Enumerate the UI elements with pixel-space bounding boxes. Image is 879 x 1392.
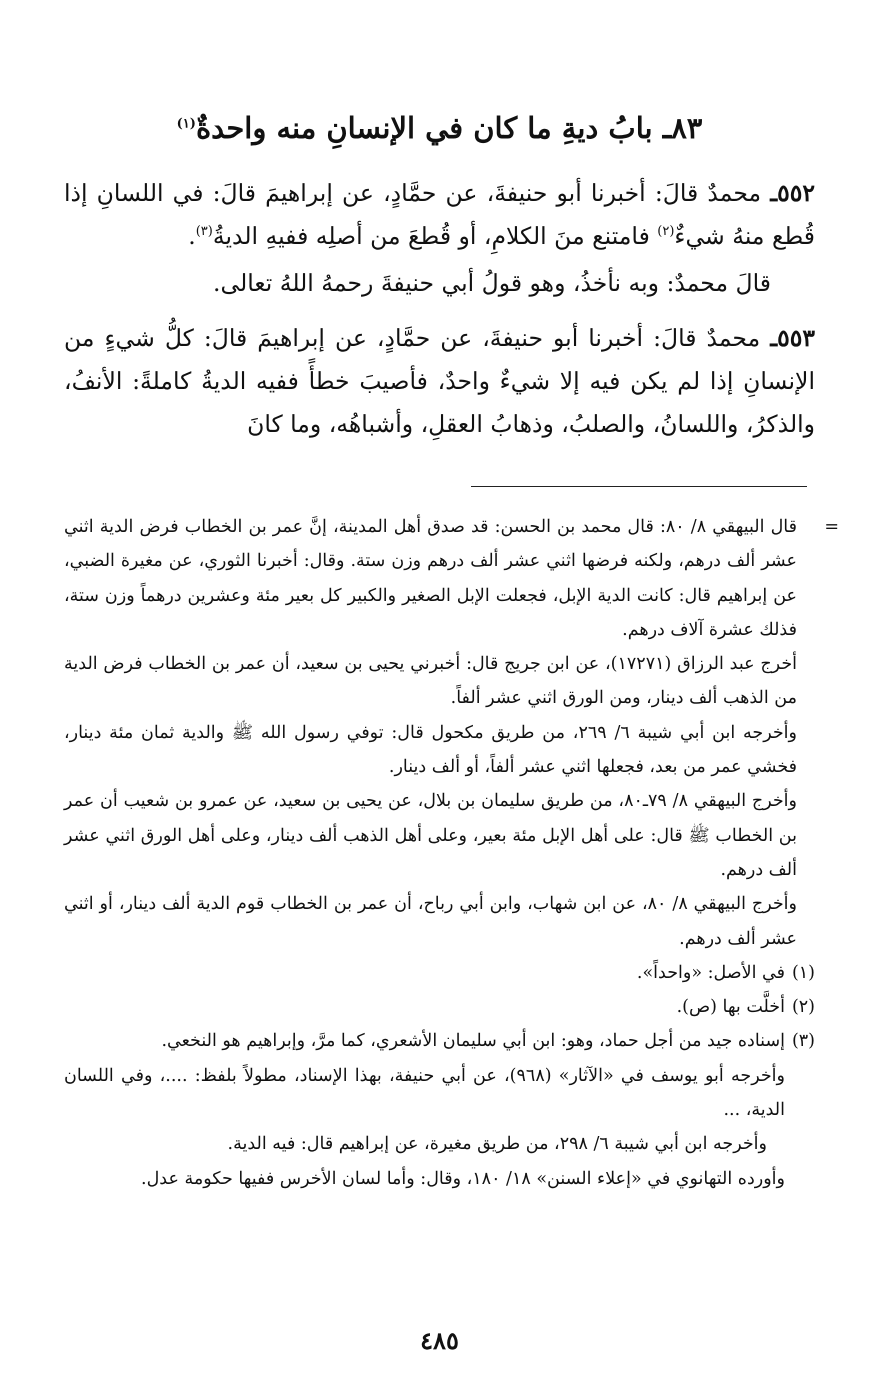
- footnote-3-text: إسناده جيد من أجل حماد، وهو: ابن أبي سليمان الأشعري، كما مرَّ، وإبراهيم هو النخعي.: [161, 1031, 785, 1052]
- footnote-2-text: أخلَّت بها (ص).: [676, 997, 785, 1018]
- hadith-553-number: ٥٥٣ـ: [770, 324, 815, 352]
- footnote-1-number: (١): [791, 962, 815, 983]
- main-text: [64, 172, 815, 446]
- footnote-continuation-5: وأخرج البيهقي ٨/ ٨٠، عن ابن شهاب، وابن أبي رباح، أن عمر بن الخطاب قوم الدية ألف دينار، أو اثني عشر ألف درهم.: [64, 894, 797, 949]
- footnote-3: [64, 1024, 815, 1058]
- continuation-mark: =: [824, 517, 839, 537]
- qala-muhammad: قالَ محمدٌ: وبه نأخذُ، وهو قولُ أبي حنيفةَ رحمهُ اللهُ تعالى.: [213, 269, 771, 297]
- footnote-continuation-3: وأخرجه ابن أبي شيبة ٦/ ٢٦٩، من طريق مكحول قال: توفي رسول الله ﷺ والدية ثمان مئة دينار، فخشي عمر من بعد، فجعلها اثني عشر ألفاً، أو ألف دينار.: [64, 722, 797, 778]
- hadith-552-text-b: فامتنع منَ الكلامِ، أو قُطعَ من أصلِه ففيهِ الديةُ: [212, 222, 658, 250]
- footnote-separator: [471, 486, 807, 487]
- chapter-title: [40, 108, 839, 148]
- hadith-552: [64, 172, 815, 258]
- hadith-553: [64, 317, 815, 446]
- footnote-2-number: (٢): [791, 997, 815, 1018]
- hadith-552-ref-b: (٣): [195, 224, 213, 240]
- hadith-553-text: محمدٌ قالَ: أخبرنا أبو حنيفةَ، عن حمَّادٍ، عن إبراهيمَ قالَ: كلُّ شيءٍ من الإنسانِ إذا لم يكن فيه إلا شيءٌ واحدٌ، فأصيبَ خطأً ففيه الديةُ كاملةً: الأنفُ، والذكرُ، واللسانُ، والصلبُ، وذهابُ العقلِ، وأشباهُه، وما كانَ: [64, 324, 815, 438]
- footnote-continuation-1: [64, 510, 839, 647]
- hadith-552-number: ٥٥٢ـ: [770, 179, 815, 207]
- chapter-title-text: ٨٣ـ بابُ ديةِ ما كان في الإنسانِ منه واحدةٌ: [195, 111, 703, 145]
- footnote-continuation-1-text: قال البيهقي ٨/ ٨٠: قال محمد بن الحسن: قد صدق أهل المدينة، إنَّ عمر بن الخطاب فرض الدية اثني عشر ألف درهم، ولكنه فرضها اثني عشر ألف درهم وزن ستة. وقال: أخبرنا الثوري، عن مغيرة الضبي، عن إبراهيم قال: كانت الدية الإبل، فجعلت الإبل الصغير والكبير كل بعير مئة وعشرين درهماً وزن ستة، فذلك عشرة آلاف درهم.: [64, 517, 797, 640]
- page-number: ٤٨٥: [420, 1326, 459, 1355]
- footnote-3-number: (٣): [791, 1031, 815, 1052]
- footnote-continuation-2: أخرج عبد الرزاق (١٧٢٧١)، عن ابن جريج قال: أخبرني يحيى بن سعيد، أن عمر بن الخطاب فرض الدية من الذهب ألف دينار، ومن الورق اثني عشر ألفاً.: [64, 654, 797, 709]
- footnote-3-abu-yusuf: وأخرجه أبو يوسف في «الآثار» (٩٦٨)، عن أبي حنيفة، بهذا الإسناد، مطولاً بلفظ: ....، وفي اللسان الدية، ...: [64, 1065, 785, 1121]
- chapter-note-ref: (١): [176, 116, 196, 132]
- hadith-552-ref-a: (٢): [657, 224, 675, 240]
- footnote-continuation-4: وأخرج البيهقي ٨/ ٧٩ـ٨٠، من طريق سليمان بن بلال، عن يحيى بن سعيد، عن عمرو بن شعيب أن عمر بن الخطاب ﷺ قال: على أهل الإبل مئة بعير، وعلى أهل الذهب ألف دينار، وعلى أهل الورق اثني عشر ألف درهم.: [64, 791, 797, 880]
- hadith-552-text-c: .: [188, 222, 196, 250]
- footnotes: [64, 510, 839, 1196]
- hadith-552-text-a: محمدٌ قالَ: أخبرنا أبو حنيفةَ، عن حمَّادٍ، عن إبراهيمَ قالَ: في اللسانِ إذا قُطع منهُ شيءٌ: [64, 179, 815, 250]
- footnote-2: [64, 990, 815, 1024]
- footnote-1-text: في الأصل: «واحداً».: [636, 962, 785, 983]
- footnote-3-ibn-abi-shayba: وأخرجه ابن أبي شيبة ٦/ ٢٩٨، من طريق مغيرة، عن إبراهيم قال: فيه الدية.: [227, 1134, 767, 1155]
- footnote-1: [64, 956, 815, 990]
- footnote-3-tahanawi: وأورده التهانوي في «إعلاء السنن» ١٨/ ١٨٠، وقال: وأما لسان الأخرس ففيها حكومة عدل.: [141, 1168, 785, 1189]
